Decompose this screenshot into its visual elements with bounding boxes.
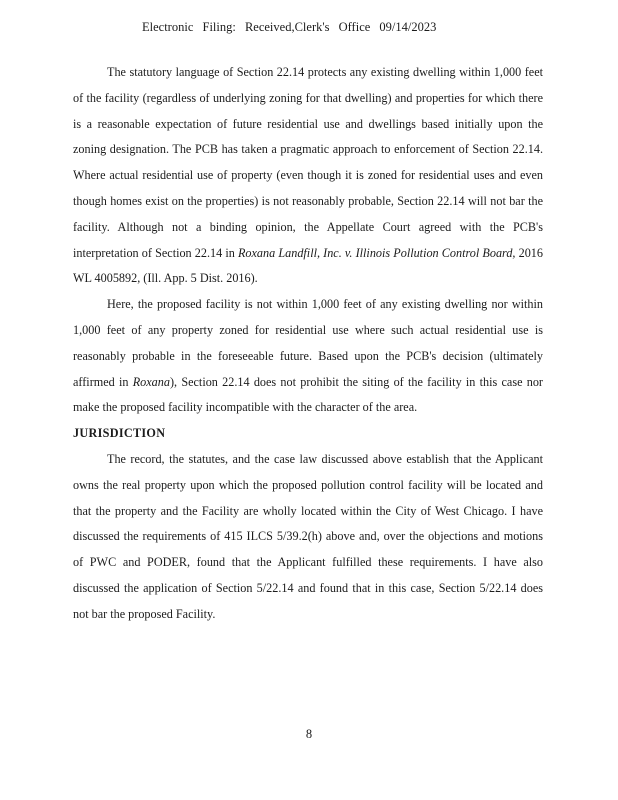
paragraph-text: The record, the statutes, and the case law discussed above establish that the Applicant owns the real property upon which the proposed pollution control facility will be located and that the property and the Facility are wholly located within the City of West Chicago. I have discussed the requirements of 415 ILCS 5/39.2(h) above and, over the objections and motions of PWC and PODER, found that the Applicant fulfilled these requirements. I have also discussed the application of Section 5/22.14 and found that in this case, Section 5/22.14 does not bar the proposed Facility. xyxy=(73,451,543,621)
paragraph-text: 2016 WL 4005892, (Ill. App. 5 Dist. 2016). xyxy=(73,245,543,286)
page-number: 8 xyxy=(305,727,313,741)
paragraph-text: ), Section 22.14 does not prohibit the siting of the facility in this case nor make the proposed facility incompatible with the character of the area. xyxy=(73,374,543,415)
paragraph-text: Here, the proposed facility is not within 1,000 feet of any existing dwelling nor within 1,000 feet of any property zoned for residential use where such actual residential use is reasonably probable in the foreseeable future. Based upon the PCB's decision (ultimately affirmed in xyxy=(73,297,543,389)
paragraph-proposed-facility xyxy=(73,292,543,421)
filing-stamp: Electronic Filing: Received,Clerk's Office 09/14/2023 xyxy=(142,20,437,34)
section-heading: JURISDICTION xyxy=(73,426,166,441)
paragraph-text: The statutory language of Section 22.14 protects any existing dwelling within 1,000 feet of the facility (regardless of underlying zoning for that dwelling) and properties for which there is a reasonable expectation of future residential use and dwellings based initially upon the zoning designation. The PCB has taken a pragmatic approach to enforcement of Section 22.14. Where actual residential use of property (even though it is zoned for residential uses and even though homes exist on the properties) is not reasonably probable, Section 22.14 will not bar the facility. Although not a binding opinion, the Appellate Court agreed with the PCB's interpretation of Section 22.14 in xyxy=(73,65,543,260)
paragraph-section-22-14-language xyxy=(73,60,543,292)
case-short-citation: Roxana xyxy=(132,374,170,389)
case-citation: Roxana Landfill, Inc. v. Illinois Pollution Control Board, xyxy=(237,245,516,260)
paragraph-jurisdiction xyxy=(73,447,543,628)
document-body xyxy=(73,60,543,628)
